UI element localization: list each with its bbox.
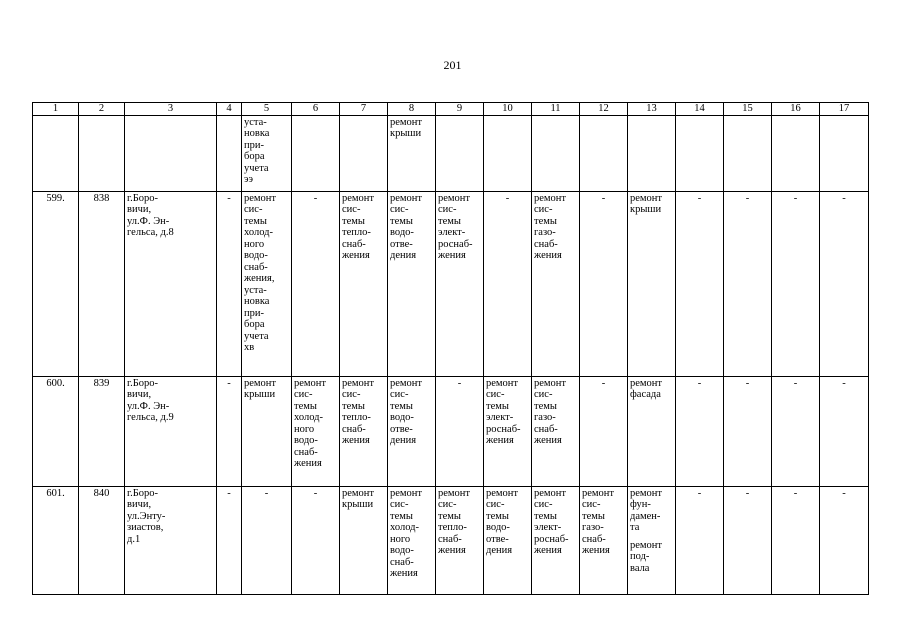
table-cell <box>436 376 484 486</box>
work-description: ремонт сис- темы водо- отве- дения <box>486 487 519 556</box>
table-cell <box>388 376 436 486</box>
column-header: 9 <box>436 103 484 116</box>
work-description: ремонт под- вала <box>630 539 663 574</box>
table-cell <box>33 115 79 191</box>
table-cell <box>484 376 532 486</box>
address-cell <box>125 191 217 376</box>
table-cell <box>532 115 580 191</box>
table-cell <box>436 115 484 191</box>
table-cell <box>580 191 628 376</box>
dash: - <box>793 192 798 204</box>
column-header: 12 <box>580 103 628 116</box>
table-cell <box>772 486 820 594</box>
house-code: 840 <box>79 486 125 594</box>
table-row <box>33 376 869 486</box>
table-cell <box>242 376 292 486</box>
dash: - <box>313 487 318 499</box>
dash: - <box>313 192 318 204</box>
table-cell <box>292 191 340 376</box>
work-description: ремонт сис- темы газо- снаб- жения <box>582 487 615 556</box>
house-code: 839 <box>79 376 125 486</box>
dash: - <box>842 192 846 204</box>
table-cell <box>436 191 484 376</box>
column-header: 2 <box>79 103 125 116</box>
table-cell <box>217 191 242 376</box>
column-header: 1 <box>33 103 79 116</box>
address: г.Боро- вичи, ул.Энту- зиастов, д.1 <box>127 487 166 545</box>
column-header: 13 <box>628 103 676 116</box>
table-cell <box>580 376 628 486</box>
work-description: ремонт сис- темы тепло- снаб- жения <box>342 377 375 446</box>
table-cell <box>340 191 388 376</box>
table-cell <box>436 486 484 594</box>
table-cell <box>388 191 436 376</box>
dash: - <box>227 487 231 499</box>
dash: - <box>601 192 606 204</box>
dash: - <box>227 377 231 389</box>
work-description: уста- новка при- бора учета ээ <box>244 116 270 185</box>
row-number: 599. <box>33 191 79 376</box>
dash: - <box>793 377 798 389</box>
table-cell <box>79 115 125 191</box>
table-cell <box>292 115 340 191</box>
table-cell <box>242 115 292 191</box>
table-cell <box>820 376 869 486</box>
table-cell <box>340 376 388 486</box>
table-cell <box>772 376 820 486</box>
work-description: ремонт сис- темы холод- ного водо- снаб- жения <box>294 377 327 469</box>
dash: - <box>842 377 846 389</box>
address-cell <box>125 486 217 594</box>
table-cell <box>484 486 532 594</box>
dash: - <box>793 487 798 499</box>
table-cell <box>628 486 676 594</box>
table-row <box>33 486 869 594</box>
work-description: ремонт сис- темы элект- роснаб- жения <box>534 487 569 556</box>
column-number-row <box>33 103 869 116</box>
work-description: ремонт сис- темы газо- снаб- жения <box>534 377 567 446</box>
table-cell <box>532 376 580 486</box>
table-cell <box>724 115 772 191</box>
dash: - <box>697 487 702 499</box>
dash: - <box>505 192 510 204</box>
table-cell <box>772 191 820 376</box>
table-cell <box>724 486 772 594</box>
table-cell <box>772 115 820 191</box>
dash: - <box>745 487 750 499</box>
work-description: ремонт сис- темы холод- ного водо- снаб- жения <box>390 487 423 579</box>
table-cell <box>242 486 292 594</box>
table-cell <box>724 376 772 486</box>
work-description: ремонт крыши <box>390 116 423 139</box>
table-cell <box>820 486 869 594</box>
table-cell <box>580 486 628 594</box>
address: г.Боро- вичи, ул.Ф. Эн- гельса, д.8 <box>127 192 174 238</box>
work-description: ремонт фун- дамен- та <box>630 487 663 533</box>
table-cell <box>532 191 580 376</box>
table-cell <box>484 115 532 191</box>
column-header: 11 <box>532 103 580 116</box>
table-cell <box>676 376 724 486</box>
work-description: ремонт крыши <box>342 487 375 510</box>
table-cell <box>676 191 724 376</box>
house-code: 838 <box>79 191 125 376</box>
table-cell <box>340 115 388 191</box>
table-cell <box>820 191 869 376</box>
table-cell <box>676 115 724 191</box>
dash: - <box>745 377 750 389</box>
dash: - <box>227 192 231 204</box>
work-description: ремонт сис- темы газо- снаб- жения <box>534 192 567 261</box>
address: г.Боро- вичи, ул.Ф. Эн- гельса, д.9 <box>127 377 174 423</box>
table-cell <box>388 115 436 191</box>
dash: - <box>697 377 702 389</box>
column-header: 8 <box>388 103 436 116</box>
work-description: ремонт сис- темы тепло- снаб- жения <box>438 487 471 556</box>
table-cell <box>125 115 217 191</box>
work-description: ремонт сис- темы элект- роснаб- жения <box>438 192 473 261</box>
dash: - <box>264 487 269 499</box>
repair-registry-table <box>32 102 869 595</box>
page-number: 201 <box>443 58 462 72</box>
address-cell <box>125 376 217 486</box>
work-description: ремонт сис- темы элект- роснаб- жения <box>486 377 521 446</box>
column-header: 16 <box>772 103 820 116</box>
table-cell <box>217 486 242 594</box>
table-cell <box>217 376 242 486</box>
column-header: 14 <box>676 103 724 116</box>
dash: - <box>601 377 606 389</box>
dash: - <box>457 377 462 389</box>
work-description: ремонт сис- темы тепло- снаб- жения <box>342 192 375 261</box>
continuation-row <box>33 115 869 191</box>
work-description: ремонт сис- темы водо- отве- дения <box>390 192 423 261</box>
table-cell <box>628 115 676 191</box>
table-cell <box>820 115 869 191</box>
column-header: 15 <box>724 103 772 116</box>
work-description: ремонт фасада <box>630 377 663 400</box>
column-header: 4 <box>217 103 242 116</box>
work-description: ремонт сис- темы холод- ного водо- снаб- жения, уста- новка при- бора учета хв <box>244 192 277 353</box>
column-header: 7 <box>340 103 388 116</box>
column-header: 6 <box>292 103 340 116</box>
table-cell <box>242 191 292 376</box>
column-header: 17 <box>820 103 869 116</box>
column-header: 10 <box>484 103 532 116</box>
table-cell <box>484 191 532 376</box>
table-cell <box>676 486 724 594</box>
table-cell <box>580 115 628 191</box>
table-cell <box>340 486 388 594</box>
row-number: 600. <box>33 376 79 486</box>
table-cell <box>292 376 340 486</box>
table-cell <box>628 191 676 376</box>
row-number: 601. <box>33 486 79 594</box>
column-header: 3 <box>125 103 217 116</box>
table-row <box>33 191 869 376</box>
column-header: 5 <box>242 103 292 116</box>
table-cell <box>388 486 436 594</box>
table-cell <box>628 376 676 486</box>
dash: - <box>842 487 846 499</box>
work-description: ремонт сис- темы водо- отве- дения <box>390 377 423 446</box>
table-cell <box>217 115 242 191</box>
work-description: ремонт крыши <box>244 377 277 400</box>
dash: - <box>697 192 702 204</box>
dash: - <box>745 192 750 204</box>
table-cell <box>292 486 340 594</box>
table-cell <box>532 486 580 594</box>
table-cell <box>724 191 772 376</box>
work-description: ремонт крыши <box>630 192 663 215</box>
